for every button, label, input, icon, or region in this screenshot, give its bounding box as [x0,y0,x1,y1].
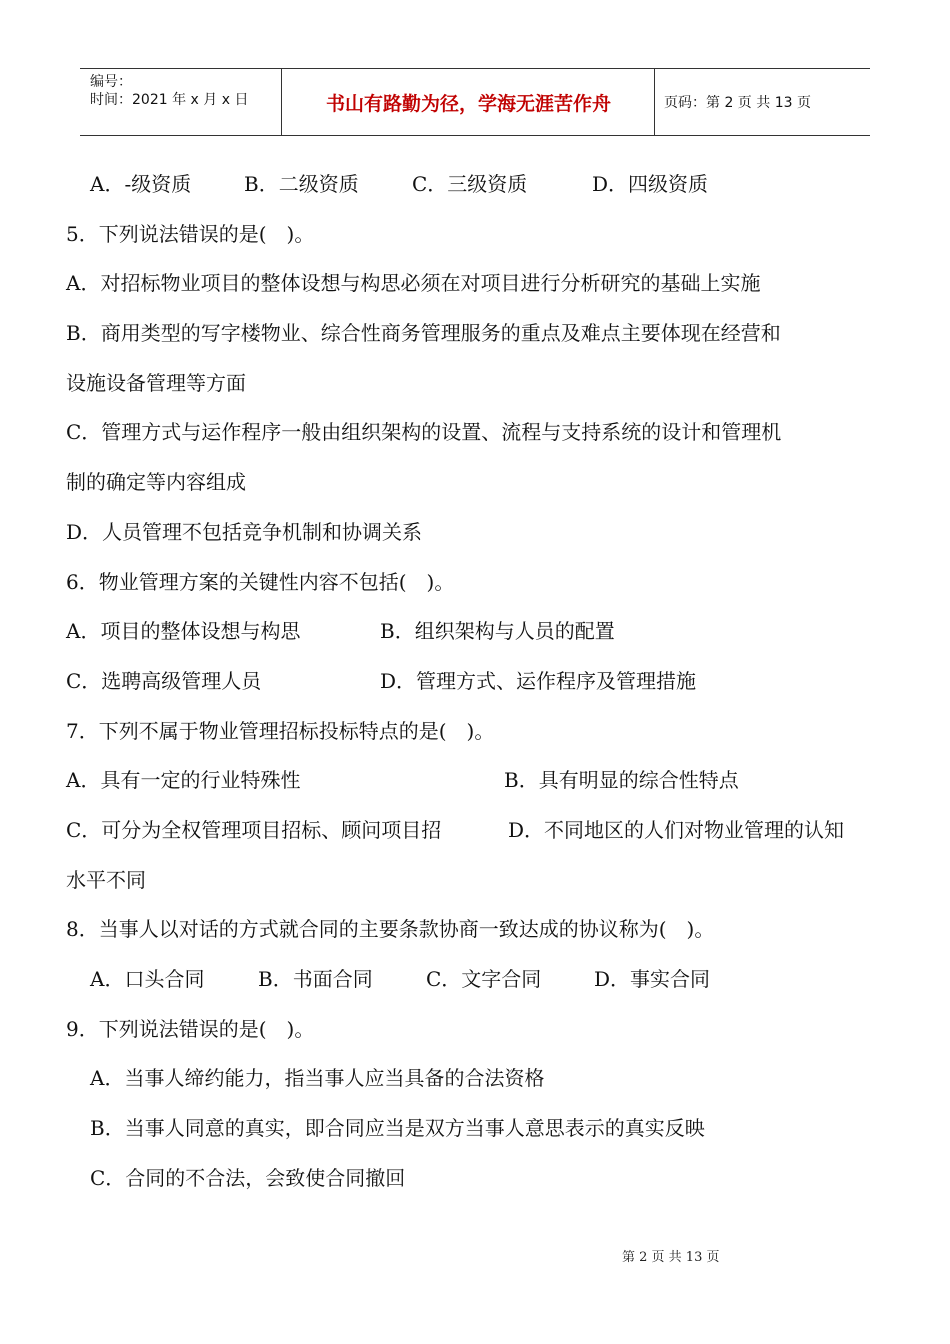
option-text: A．项目的整体设想与构思 [66,619,301,644]
option-text: C．三级资质 [412,172,528,196]
option-text: D．管理方式、运作程序及管理措施 [380,668,697,693]
option-text: B．当事人同意的真实，即合同应当是双方当事人意思表示的真实反映 [90,1116,705,1141]
question-stem: 6．物业管理方案的关键性内容不包括( )。 [66,569,455,594]
option-text: C．可分为全权管理项目招标、顾问项目招 [66,817,442,842]
page-header [80,68,870,136]
header-meta [90,73,248,109]
q6-options-row-2 [66,657,886,707]
q4-options-row [66,160,886,210]
option-text: D．四级资质 [592,172,709,196]
header-number-label: 编号： [90,74,132,90]
option-text: A．口头合同 [90,967,205,991]
option-text: C．文字合同 [426,967,542,991]
q8-options-row [66,955,886,1005]
question-stem: 8．当事人以对话的方式就合同的主要条款协商一致达成的协议称为( )。 [66,917,715,942]
option-text: B．书面合同 [258,967,373,991]
option-text: C．管理方式与运作程序一般由组织架构的设置、流程与支持系统的设计和管理机 [66,420,782,445]
option-text: D．人员管理不包括竞争机制和协调关系 [66,519,423,544]
option-text: A．-级资质 [90,172,192,196]
option-text: A．当事人缔约能力，指当事人应当具备的合法资格 [90,1066,545,1091]
question-stem: 9．下列说法错误的是( )。 [66,1016,315,1041]
option-text: D．事实合同 [594,967,711,991]
header-motto: 书山有路勤为径，学海无涯苦作舟 [325,92,611,115]
option-text: B．具有明显的综合性特点 [504,768,739,793]
option-text-continued: 水平不同 [66,867,146,892]
option-text: D．不同地区的人们对物业管理的认知 [508,817,845,842]
option-text: C．选聘高级管理人员 [66,668,262,693]
footer-page-number: 第 2 页 共 13 页 [622,1250,720,1265]
option-text: A．对招标物业项目的整体设想与构思必须在对项目进行分析研究的基础上实施 [66,271,761,296]
option-text-continued: 制的确定等内容组成 [66,470,246,495]
q7-options-row-2 [66,806,886,856]
option-text: B．二级资质 [244,172,359,196]
header-page-info: 页码：第 2 页 共 13 页 [664,95,811,111]
option-text: B．组织架构与人员的配置 [380,619,615,644]
option-text-continued: 设施设备管理等方面 [66,370,246,395]
header-divider [654,69,655,135]
option-text: A．具有一定的行业特殊性 [66,768,301,793]
q6-options-row-1 [66,607,886,657]
q7-options-row-1 [66,756,886,806]
option-text: B．商用类型的写字楼物业、综合性商务管理服务的重点及难点主要体现在经营和 [66,321,781,346]
document-body [66,160,886,1203]
option-text: C．合同的不合法，会致使合同撤回 [90,1165,406,1190]
header-time-label: 时间：2021 年 x 月 x 日 [90,92,249,108]
question-stem: 7．下列不属于物业管理招标投标特点的是( )。 [66,718,495,743]
header-divider [281,69,282,135]
question-stem: 5．下列说法错误的是( )。 [66,221,315,246]
